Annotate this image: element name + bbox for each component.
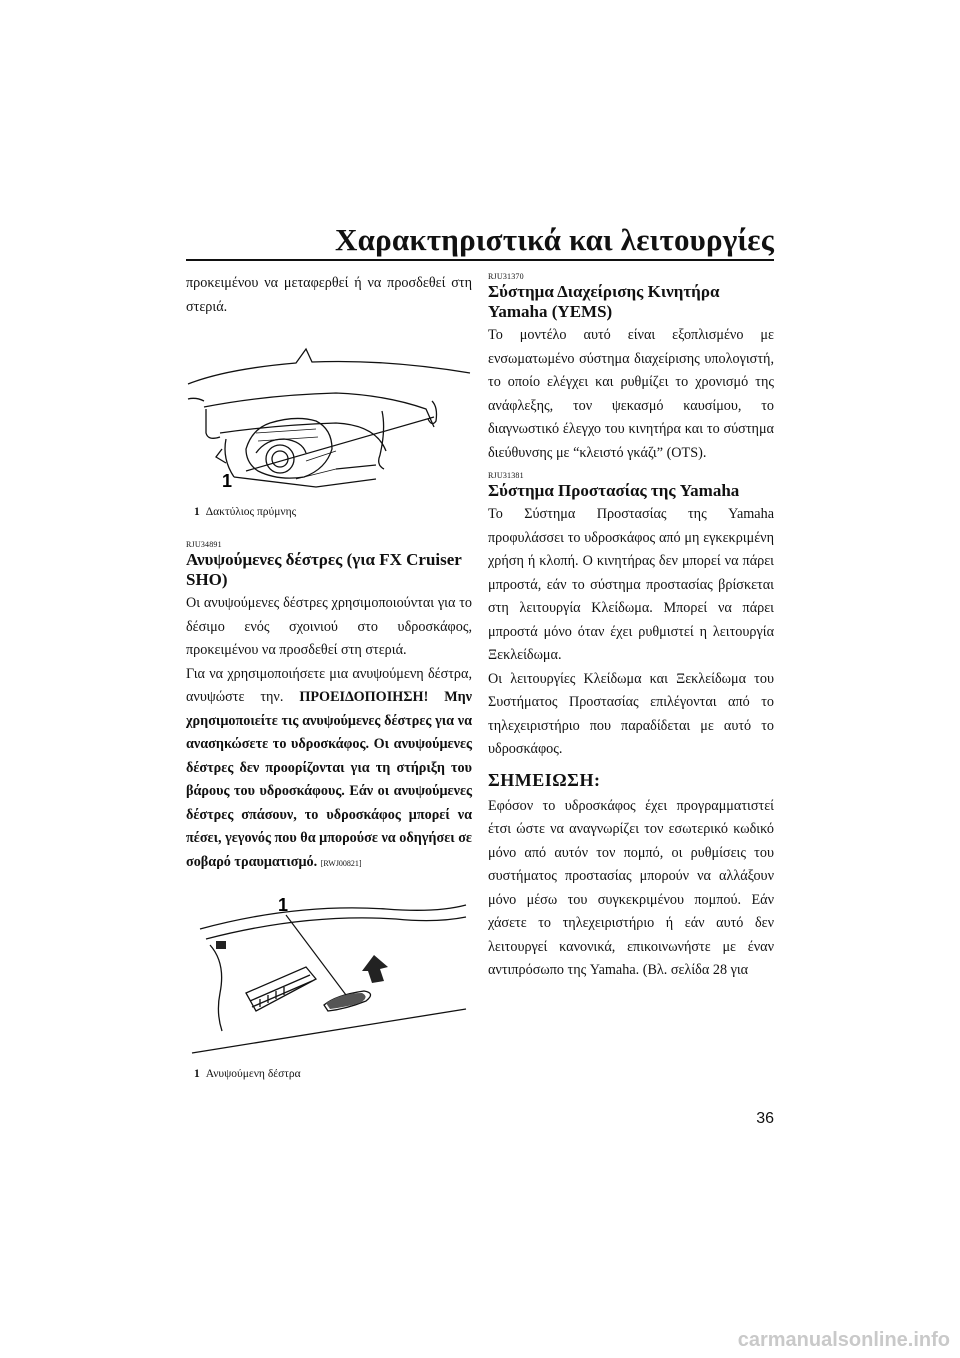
stern-eye-illustration: [186, 329, 472, 497]
header-divider: [186, 259, 774, 261]
section-heading: Ανυψούμενες δέστρες (για FX Cruiser SHO): [186, 550, 462, 589]
figure1-caption-number: 1: [194, 506, 200, 518]
section-paragraph-1: Οι ανυψούμενες δέστρες χρησιμοποιούνται για το δέσιμο ενός σχοινιού στο υδροσκάφος, προκειμένου να προσδεθεί στη στεριά.: [186, 595, 472, 658]
yems-text: Το μοντέλο αυτό είναι εξοπλισμένο με ενσωματωμένο σύστημα διαχείρισης υπολογιστή, το οποίο ελέγχει και ρυθμίζει το χρονισμό της ανάφλεξης, τον ψεκασμό καυσίμου, το διαγνωστικό έλεγχο του κινητήρα και το σύστημα διεύθυνσης με “κλειστό γκάζι” (OTS).: [488, 327, 774, 461]
watermark: carmanualsonline.info: [737, 1329, 950, 1351]
security-paragraph-2: Οι λειτουργίες Κλείδωμα και Ξεκλείδωμα του Συστήματος Προστασίας επιλέγονται από το τηλεχειριστήριο που παραδίδεται με αυτό το υδροσκάφος.: [488, 670, 774, 757]
right-column: [488, 272, 774, 983]
note-block: [488, 770, 774, 983]
section-paragraph-2-start: Για να χρησιμοποιήσετε μια ανυψούμενη δέστρα, ανυψώστε την.: [186, 665, 472, 705]
figure-stern-eye: [186, 329, 472, 518]
warning-reference: [RWJ00821]: [320, 858, 362, 868]
section-security-system: [488, 471, 774, 762]
security-code: RJU31381: [488, 471, 524, 480]
section-paragraph-2: [186, 663, 472, 876]
figure1-callout: 1: [222, 471, 233, 491]
security-paragraph-1: Το Σύστημα Προστασίας της Yamaha προφυλάσσει το υδροσκάφος από μη εγκεκριμένη χρήση ή κλοπή. Ο κινητήρας δεν μπορεί να πάρει μπροστά, εάν το σύστημα προστασίας βρίσκεται στη λειτουργία Κλείδωμα. Μπορεί να πάρει μπροστά μόνο όταν έχει ρυθμιστεί η λειτουργία Ξεκλείδωμα.: [488, 506, 774, 663]
section-retractable-cleats: [186, 540, 472, 875]
section-code: RJU34891: [186, 540, 222, 549]
yems-code: RJU31370: [488, 272, 524, 281]
page-number: 36: [756, 1110, 774, 1127]
figure1-caption: [194, 506, 472, 518]
page-header-title: Χαρακτηριστικά και λειτουργίες: [335, 222, 774, 257]
note-title: ΣΗΜΕΙΩΣΗ:: [488, 769, 601, 790]
figure2-caption-number: 1: [194, 1068, 200, 1080]
figure2-caption-text: Ανυψούμενη δέστρα: [205, 1068, 301, 1080]
warning-text: ΠΡΟΕΙΔΟΠΟΙΗΣΗ! Μην χρησιμοποιείτε τις ανυψούμενες δέστρες για να ανασηκώσετε το υδροσκάφος. Οι ανυψούμενες δέστρες δεν προορίζονται για τη στήριξη του βάρους του υδροσκάφους. Εάν οι ανυψούμενες δέστρες σπάσουν, το υδροσκάφος μπορεί να πέσει, γεγονός που θα μπορούσε να οδηγήσει σε σοβαρό τραυματισμό.: [186, 689, 473, 870]
figure2-callout: 1: [278, 895, 289, 915]
yems-heading: Σύστημα Διαχείρισης Κινητήρα Yamaha (YEMS): [488, 282, 720, 321]
figure2-caption: [194, 1068, 472, 1080]
figure-retractable-cleat: [186, 883, 472, 1080]
retractable-cleat-illustration: [186, 883, 472, 1059]
figure1-caption-text: Δακτύλιος πρύμνης: [205, 506, 297, 518]
section-yems: [488, 272, 774, 465]
intro-text: προκειμένου να μεταφερθεί ή να προσδεθεί στη στεριά.: [186, 275, 472, 315]
security-heading: Σύστημα Προστασίας της Yamaha: [488, 481, 740, 500]
left-column: [186, 272, 472, 1080]
note-text: Εφόσον το υδροσκάφος έχει προγραμματιστεί έτσι ώστε να αναγνωρίζει τον εσωτερικό κωδικό μόνο από αυτόν τον πομπό, οι ρυθμίσεις του συστήματος προστασίας μπορούν να αλλάξουν μόνο μέσω του συγκεκριμένου πομπού. Εάν χάσετε το τηλεχειριστήριο ή εάν αυτό δεν λειτουργεί κανονικά, επικοινωνήστε με έναν αντιπρόσωπο της Yamaha. (Βλ. σελίδα 28 για: [488, 797, 774, 978]
